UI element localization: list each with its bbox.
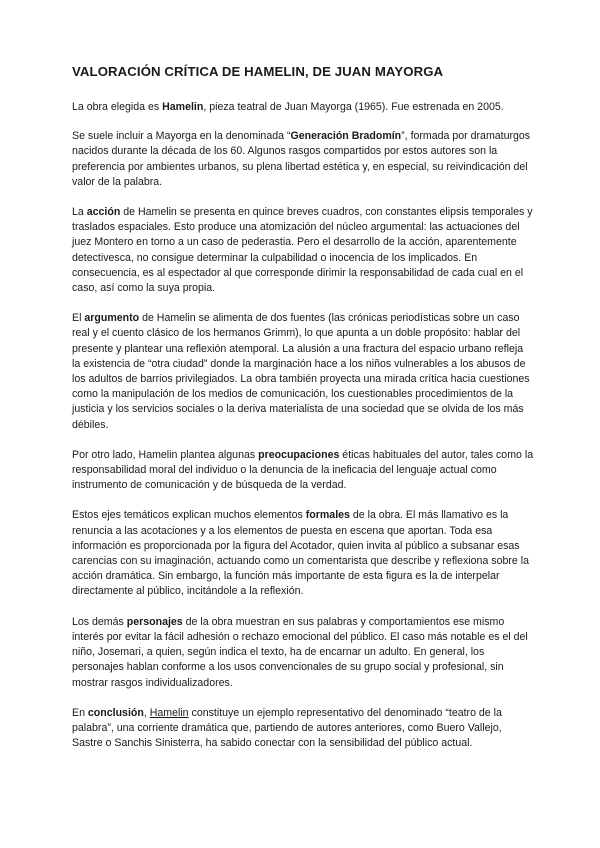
document-title: VALORACIÓN CRÍTICA DE HAMELIN, DE JUAN MAYORGA bbox=[72, 64, 444, 79]
paragraph-text: de Hamelin se presenta en quince breves cuadros, con constantes elipsis temporales y traslados espaciales. Esto produce una atomización del núcleo argumental: las actuaciones del juez Montero en torno a un caso de pederastia. Pero el desarrollo de la acción, aparentemente detectivesca, no consigue determinar la culpabilidad o inocencia de los implicados. En consecuencia, es al espectador al que corresponde dirimir la responsabilidad de cada cual en el caso, así como la suya propia. bbox=[72, 206, 533, 295]
paragraph-text: La obra elegida es bbox=[72, 101, 163, 113]
underlined-title: Hamelin bbox=[149, 706, 189, 719]
emphasis-term: personajes bbox=[126, 615, 183, 628]
paragraph-text: La bbox=[72, 206, 87, 219]
paragraph-text: Por otro lado, Hamelin plantea algunas bbox=[72, 448, 259, 461]
emphasis-term: preocupaciones bbox=[258, 448, 340, 461]
paragraph-text: ”, formada por dramaturgos nacidos durante la década de los 60. Algunos rasgos compartidos por estos autores son la preferencia por ambientes urbanos, su plena libertad estética y, en especial, su reivindicación del valor de la palabra. bbox=[72, 130, 531, 188]
paragraph-accion bbox=[72, 205, 534, 296]
emphasis-term: Generación Bradomín bbox=[290, 130, 402, 143]
paragraph-intro bbox=[72, 100, 534, 115]
paragraph-text: de Hamelin se alimenta de dos fuentes (las crónicas periodísticas sobre un caso real y el cuento clásico de los hermanos Grimm), lo que apunta a un doble propósito: hablar del presente y plantear una reflexión atemporal. La alusión a una fractura del espacio urbano refleja la existencia de “otra ciudad” donde la marginación hace a los niños vulnerables a los abusos de los adultos de barrios privilegiados. La obra también proyecta una mirada crítica hacia cuestiones como la manipulación de los medios de comunicación, los cuestionables procedimientos de la justicia y los servicios sociales o la deriva materialista de una sociedad que se olvida de los más débiles. bbox=[72, 312, 530, 431]
paragraph-text: , pieza teatral de Juan Mayorga (1965). Fue estrenada en 2005. bbox=[203, 101, 504, 113]
paragraph-generacion bbox=[72, 129, 534, 190]
paragraph-preocupaciones bbox=[72, 448, 534, 494]
document-page bbox=[72, 64, 534, 766]
paragraph-text: En bbox=[72, 706, 88, 719]
paragraph-text: de la obra muestran en sus palabras y comportamientos ese mismo interés por evitar la fácil adhesión o rechazo emocional del público. El caso más notable es el del niño, Josemari, a quien, según indica el texto, ha de encarnar un adulto. En general, los personajes hablan conforme a los usos convencionales de su grupo social y profesional, sin mostrar rasgos individualizadores. bbox=[72, 615, 528, 689]
emphasis-term: conclusión bbox=[87, 706, 144, 719]
paragraph-text: , bbox=[143, 706, 150, 719]
paragraph-text: constituye un ejemplo representativo del denominado “teatro de la palabra”, una corriente dramática que, partiendo de autores anteriores, como Buero Vallejo, Sastre o Sanchis Sinisterra, ha sabido conectar con la sensibilidad del público actual. bbox=[72, 706, 502, 750]
emphasis-term: argumento bbox=[84, 312, 140, 325]
emphasis-term: Hamelin bbox=[162, 101, 204, 113]
paragraph-text: El bbox=[72, 312, 85, 325]
paragraph-argumento bbox=[72, 311, 534, 433]
paragraph-conclusion bbox=[72, 706, 534, 752]
paragraph-text: Se suele incluir a Mayorga en la denominada “ bbox=[72, 130, 291, 143]
paragraph-text: Estos ejes temáticos explican muchos elementos bbox=[72, 509, 306, 522]
paragraph-personajes bbox=[72, 615, 534, 691]
paragraph-text: éticas habituales del autor, tales como la responsabilidad moral del individuo o la denuncia de la ineficacia del lenguaje actual como instrumento de comunicación y de búsqueda de la verdad. bbox=[72, 448, 534, 492]
emphasis-term: acción bbox=[86, 206, 121, 219]
paragraph-text: de la obra. El más llamativo es la renuncia a las acotaciones y a los elementos de puesta en escena que aportan. Toda esa información es proporcionada por la figura del Acotador, quien invita al público a subsanar esas carencias con su imaginación, actuando como un comentarista que describe y reflexiona sobre la acción dramática. Sin embargo, la función más importante de esta figura es la de interpelar directamente al público, incitándole a la reflexión. bbox=[72, 509, 529, 598]
emphasis-term: formales bbox=[305, 509, 350, 522]
paragraph-formales bbox=[72, 508, 534, 599]
paragraph-text: Los demás bbox=[72, 615, 127, 628]
